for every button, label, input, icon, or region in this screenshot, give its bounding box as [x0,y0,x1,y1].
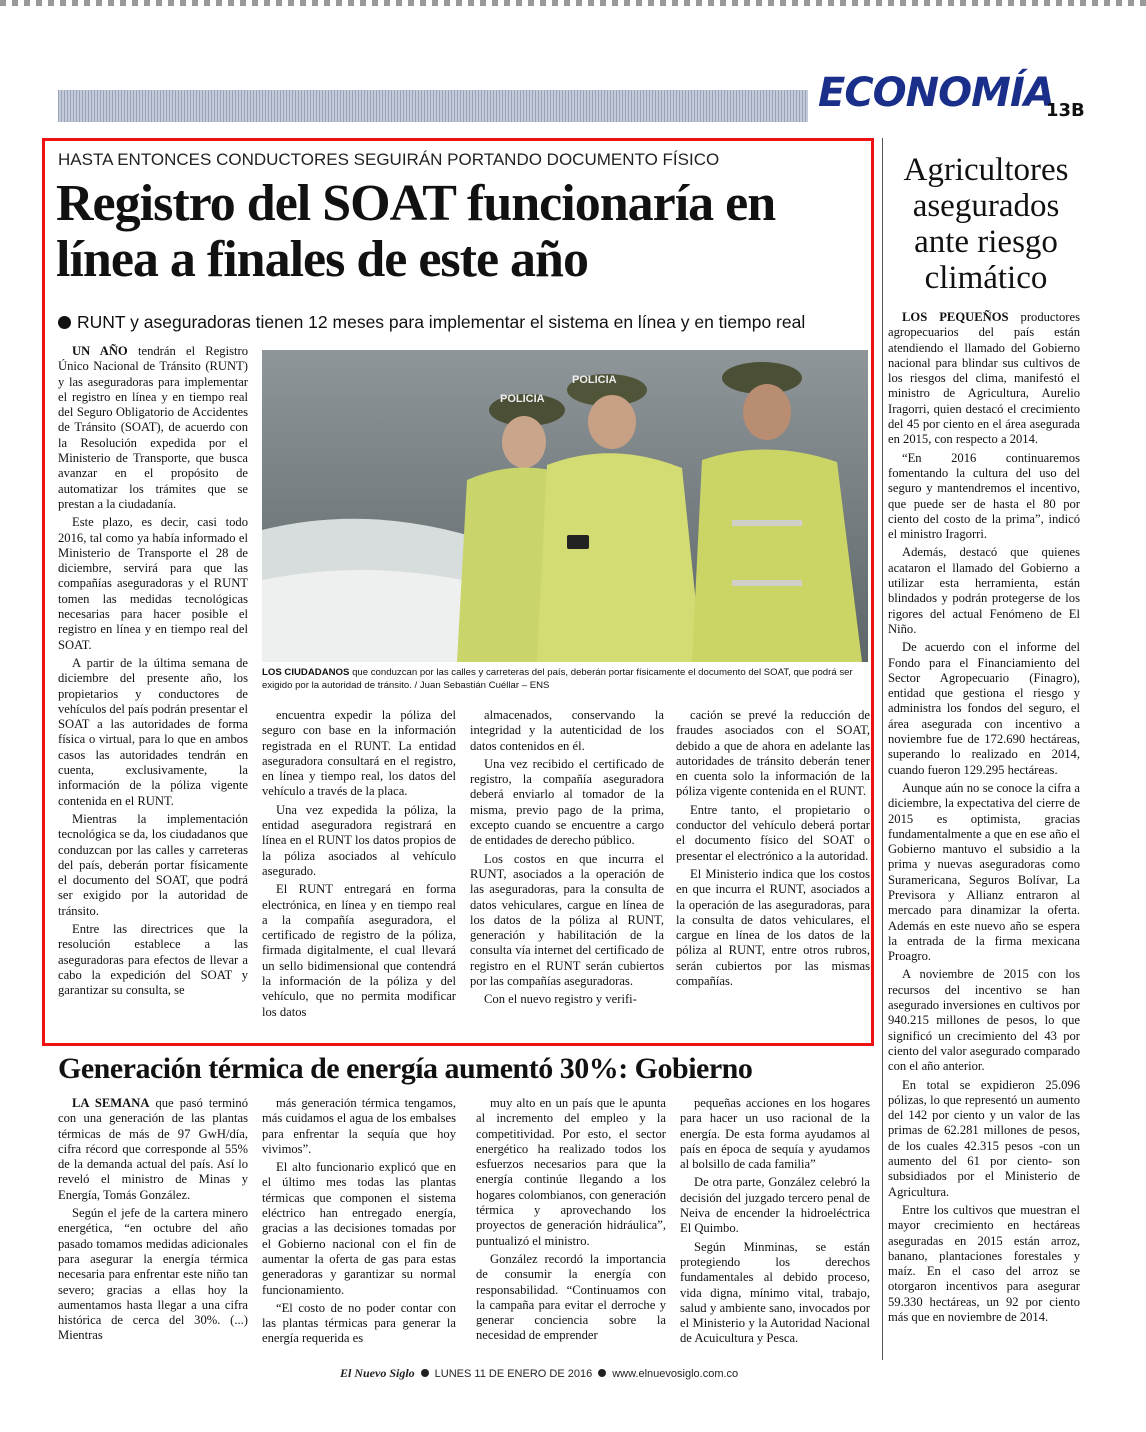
paragraph: cación se prevé la reducción de fraudes asociados con el SOAT, debido a que de ahora en adelante las autoridades de tránsito deberán tener en cuenta solo la información de la póliza vigente contenida en el RUNT. [676,708,870,799]
lead-column-4 [676,708,870,992]
lead-column-1 [58,344,248,1001]
paragraph: El RUNT entregará en forma electrónica, en línea y en tiempo real a la compañía aseguradora, el certificado de registro de la póliza, firmada digitalmente, el cual llevará un sello bidimensional que contendrá la información de la póliza y del vehículo, que no permita modificar los datos [262,882,456,1019]
page-number: 13B [1046,100,1085,121]
paragraph-text: En total se expidieron 25.096 pólizas, lo que representó un aumento del 142 por ciento y un valor de las primas de 62.281 millones de pesos, de los cuales 42.315 pesos -con un aumento del 61 por ciento- son subsidiados por el Ministerio de Agricultura. [888,1077,1080,1199]
paragraph-text: Según el jefe de la cartera minero energética, “en octubre del año pasado tomamos medidas adicionales para asegurar la energía térmica necesaria para enfrentar este niño tan severo; gracias a ellas hoy la aumentamos hasta llegar a una cifra histórica de cerca del 30%. (...) Mientras [58,1206,248,1343]
paragraph: De otra parte, González celebró la decisión del juzgado tercero penal de Neiva de encender la hidroeléctrica El Quimbo. [680,1175,870,1236]
paragraph [888,1078,1080,1200]
paragraph [888,781,1080,965]
police-photo-illustration [262,350,868,662]
lead-headline: Registro del SOAT funcionaría en línea a finales de este año [56,175,776,288]
paragraph: Según Minminas, se están protegiendo los derechos fundamentales al debido proceso, vida digna, mínimo vital, trabajo, salud y ambiente sano, invocados por el Ministerio y la Autoridad Nacional de Acuicultura y Pesca. [680,1239,870,1346]
paragraph: muy alto en un país que le apunta al incremento del empleo y la competitividad. Por esto, el sector energético ha realizado todos los esfuerzos necesarios para que la energía continúe llegando a los hogares colombianos, con generación térmica y aprovechando los proyectos de generación hidráulica”, puntualizó el ministro. [476,1096,666,1248]
paragraph: Una vez recibido el certificado de registro, la compañía aseguradora deberá enviarlo al tomador de la misma, previo pago de la prima, excepto cuando se encuentre a cargo de entidades de derecho público. [470,756,664,848]
paragraph: González recordó la importancia de consumir la energía con responsabilidad. “Continuamos con la campaña para evitar el derroche y generar conciencia sobre la necesidad de emprender [476,1251,666,1343]
paragraph-text: A partir de la última semana de diciembre del presente año, los propietarios y conductores de vehículos del país podrán presentar el SOAT a las autoridades de forma física o virtual, para lo que en ambos casos las autoridades tendrán en cuenta, exclusivamente, la información de la póliza vigente contenida en el RUNT. [58,655,248,808]
paragraph-text: Este plazo, es decir, casi todo 2016, tal como ya había informado el Ministerio de Transporte el 28 de diciembre, servirá para que las compañías aseguradoras y el RUNT tomen las medidas tecnológicas necesarias para hacer posible el registro en línea y en tiempo real del SOAT. [58,515,248,652]
section-title: ECONOMÍA [818,70,1054,116]
footer-brand: El Nuevo Siglo [340,1366,415,1380]
second-column-2 [262,1096,456,1350]
lead-deck-text: RUNT y aseguradoras tienen 12 meses para implementar el sistema en línea y en tiempo real [77,312,806,332]
second-column-1 [58,1096,248,1347]
paragraph [888,545,1080,637]
paragraph [888,967,1080,1074]
paragraph: Entre tanto, el propietario o conductor del vehículo deberá portar el documento físico del SOAT o presentar el electrónico a la autoridad. [676,802,870,863]
paragraph-text: que pasó terminó con una generación de las plantas térmicas de más de 97 GwH/día, cifra récord que corresponde al 55% de la demanda actual del país. Así lo reveló el ministro de Minas y Energía, Tomás González. [58,1096,248,1202]
paragraph-text: A noviembre de 2015 con los recursos del incentivo se han asegurado inversiones en cultivos por 940.215 millones de pesos, lo que significó un crecimiento del 43 por ciento del valor asegurado comparado con el año anterior. [888,967,1080,1074]
page-crop-marks [0,0,1146,6]
lead-in: UN AÑO [72,344,128,358]
paragraph-text: Mientras la implementación tecnológica se da, los ciudadanos que conduzcan por las calles y carreteras del país, deberán portar físicamente el documento del SOAT, que podrá ser exigido por la autoridad de tránsito. [58,811,248,918]
paragraph: encuentra expedir la póliza del seguro con base en la información registrada en el RUNT. La entidad aseguradora consultará en el registro, en línea y tiempo real, los datos del vehículo a través de la placa. [262,708,456,799]
side-headline: Agricultores asegurados ante riesgo climático [903,152,1069,296]
paragraph-text: Aunque aún no se conoce la cifra a diciembre, la expectativa del cierre de 2015 es optimista, gracias fundamentalmente a que en ese año el Gobierno mantuvo el subsidio a la prima y nuevas aseguradoras como Suramericana, Seguros Bolívar, La Previsora y Allianz entraron al mercado para dinamizar la oferta. Además en este nuevo año se espera la entrada de la firma mexicana Proagro. [888,780,1080,964]
second-headline: Generación térmica de energía aumentó 30%: Gobierno [58,1052,753,1085]
paragraph: Una vez expedida la póliza, la entidad aseguradora registrará en línea en el RUNT los datos propios de la póliza asociados al vehículo asegurado. [262,802,456,878]
paragraph-text: Entre los cultivos que muestran el mayor crecimiento en hectáreas aseguradas en 2015 están arroz, banano, plantaciones forestales y maíz. En el caso del arroz se otorgaron incentivos para asegurar 59.330 hectáreas, un 92 por ciento más que en noviembre de 2014. [888,1202,1080,1324]
paragraph [58,656,248,809]
vest-label-1: POLICIA [500,393,545,405]
paragraph-text: Entre las directrices que la resolución establece a las aseguradoras para efectos de llevar a cabo la expedición del SOAT y garantizar su consulta, se [58,921,248,998]
side-column [888,310,1080,1328]
paragraph-text: Además, destacó que quienes acataron el llamado del Gobierno a utilizar esta herramienta, están blindados y podrán protegerse de los rigores del actual Fenómeno de El Niño. [888,545,1080,636]
paragraph [58,344,248,512]
paragraph [58,515,248,653]
footer-date: LUNES 11 DE ENERO DE 2016 [434,1368,593,1380]
lead-in: LOS PEQUEÑOS [902,310,1009,324]
paragraph [888,1203,1080,1325]
lead-deck [58,312,868,333]
page-footer [340,1366,820,1381]
paragraph: almacenados, conservando la integridad y la autenticidad de los datos contenidos en él. [470,708,664,753]
second-column-3 [476,1096,666,1347]
lead-column-2 [262,708,456,1023]
lead-kicker: HASTA ENTONCES CONDUCTORES SEGUIRÁN PORTANDO DOCUMENTO FÍSICO [58,150,720,169]
column-divider [882,138,883,1360]
footer-url[interactable]: www.elnuevosiglo.com.co [612,1368,739,1380]
footer-dot-icon [421,1369,429,1377]
paragraph [58,1206,248,1344]
bullet-icon [58,316,71,329]
paragraph: pequeñas acciones en los hogares para hacer un uso racional de la energía. De esta forma ayudamos al país en época de sequía y ayudamos al bolsillo de cada familia” [680,1096,870,1172]
paragraph: Los costos en que incurra el RUNT, asociados a la operación de las aseguradoras, para la consulta de datos vehiculares, cargue en línea de los datos de la póliza al RUNT, generación y habilitación de la consulta vía internet del certificado de registro en el RUNT serán cubiertos por las compañías aseguradoras. [470,851,664,989]
paragraph: “El costo de no poder contar con las plantas térmicas para generar la energía requerida es [262,1300,456,1346]
paragraph: El alto funcionario explicó que en el último mes todas las plantas térmicas que componen el sistema eléctrico han entregado energía, gracias a las decisiones tomadas por el Gobierno nacional con el fin de aumentar la oferta de gas para estas generadoras y garantizar su normal funcionamiento. [262,1160,456,1297]
photo-caption [262,666,868,692]
paragraph [58,812,248,919]
lead-column-3 [470,708,664,1011]
paragraph: más generación térmica tengamos, más cuidamos el agua de los embalses para enfrentar la sequía que hoy vivimos”. [262,1096,456,1156]
vest-label-2: POLICIA [572,374,617,386]
second-column-4 [680,1096,870,1350]
paragraph [888,640,1080,778]
caption-lead: LOS CIUDADANOS [262,667,350,678]
police-photo [262,350,868,662]
paragraph [888,451,1080,543]
paragraph: Con el nuevo registro y verifi- [484,992,637,1007]
paragraph-text: productores agropecuarios del país están atendiendo el llamado del Gobierno nacional para blindar sus cultivos de los riesgos del clima, manifestó el ministro de Agricultura, Aurelio Iragorri, quien destacó el crecimiento del 45 por ciento en el área asegurada en 2015, con respecto a 2014. [888,310,1080,447]
paragraph [888,310,1080,448]
paragraph-text: tendrán el Registro Único Nacional de Tránsito (RUNT) y las aseguradoras para implementar el registro en línea y en tiempo real del Seguro Obligatorio de Accidentes de Tránsito (SOAT), de acuerdo con la Resolución expedida por el Ministerio de Transporte, que busca avanzar en el propósito de automatizar los trámites que se prestan a la ciudadanía. [58,344,248,511]
section-banner-bar [58,90,808,122]
paragraph-text: De acuerdo con el informe del Fondo para el Financiamiento del Sector Agropecuario (Finagro), entidad que gestiona el riesgo y administra los fondos del seguro, el área asegurada con incentivo a noviembre fue de 172.690 hectáreas, superando lo realizado en 2014, cuando fueron 129.295 hectáreas. [888,640,1080,777]
footer-dot-icon [598,1369,606,1377]
paragraph: El Ministerio indica que los costos en que incurra el RUNT, asociados a la operación de las aseguradoras, para la consulta de datos vehiculares, el cargue en línea de los datos de la póliza al RUNT, entre otros rubros, serán cubiertos por las mismas compañías. [676,866,870,989]
lead-in: LA SEMANA [72,1096,150,1110]
paragraph [58,1096,248,1203]
caption-text: que conduzcan por las calles y carreteras del país, deberán portar físicamente el documento del SOAT, que podrá ser exigido por la autoridad de tránsito. / Juan Sebastián Cuéllar – ENS [262,667,853,691]
paragraph-text: “En 2016 continuaremos fomentando la cultura del uso del seguro y mantendremos el incentivo, que puede ser de hasta el 80 por ciento del costo de la prima”, indicó el ministro Iragorri. [888,450,1080,542]
paragraph [58,922,248,998]
